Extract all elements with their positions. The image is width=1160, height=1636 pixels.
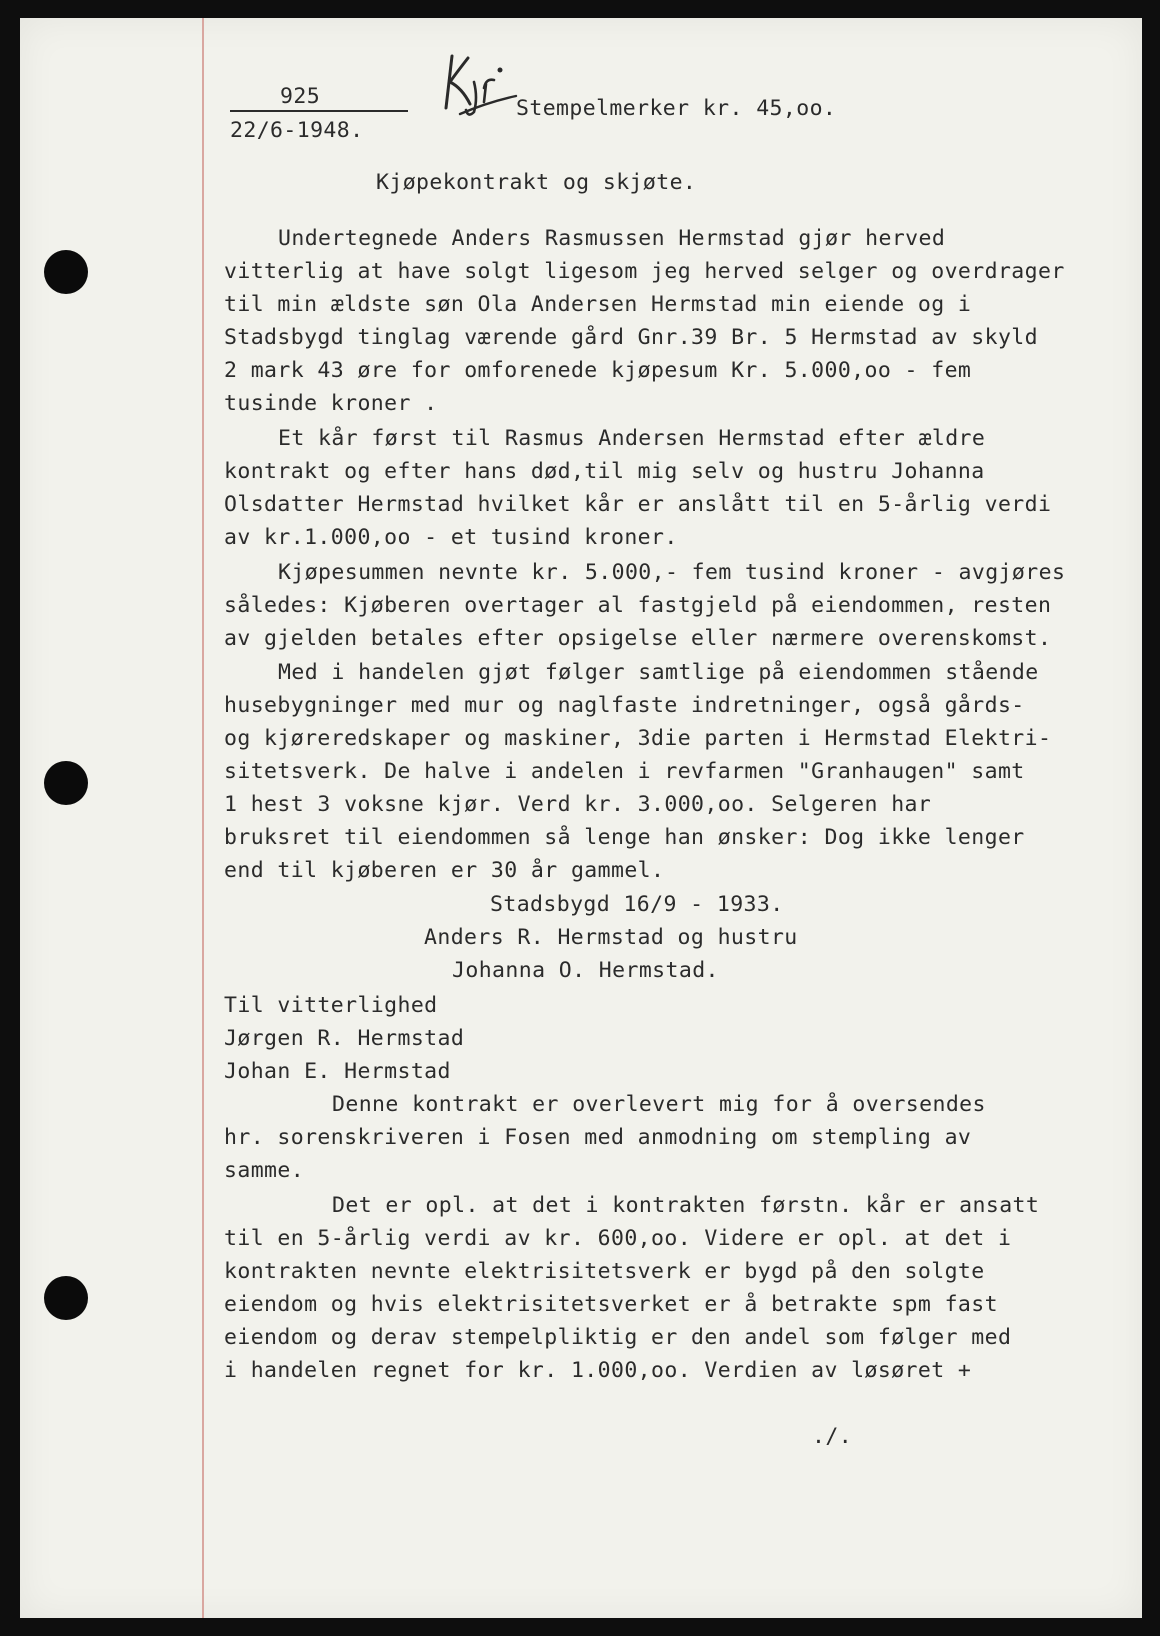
body-line: eiendom og hvis elektrisitetsverket er å betrakte spm fast — [224, 1292, 998, 1317]
body-line: av gjelden betales efter opsigelse eller nærmere overenskomst. — [224, 626, 1052, 651]
handwritten-initials-signature — [440, 48, 520, 118]
body-line: hr. sorenskriveren i Fosen med anmodning om stempling av — [224, 1125, 972, 1150]
body-line: til min ældste søn Ola Andersen Hermstad min eiende og i — [224, 292, 972, 317]
body-line: end til kjøberen er 30 år gammel. — [224, 858, 665, 883]
body-line: 1 hest 3 voksne kjør. Verd kr. 3.000,oo. Selgeren har — [224, 792, 932, 817]
body-line: således: Kjøberen overtager al fastgjeld på eiendommen, resten — [224, 593, 1052, 618]
record-date: 22/6-1948. — [230, 118, 364, 143]
body-line: eiendom og derav stempelpliktig er den andel som følger med — [224, 1325, 1012, 1350]
body-line: Et kår først til Rasmus Andersen Hermstad efter ældre — [278, 426, 986, 451]
continuation-mark: ./. — [812, 1424, 853, 1449]
document-page — [20, 18, 1142, 1618]
body-line: 2 mark 43 øre for omforenede kjøpesum Kr. 5.000,oo - fem — [224, 358, 972, 383]
body-line: Det er opl. at det i kontrakten førstn. kår er ansatt — [332, 1193, 1040, 1218]
body-line: kontrakt og efter hans død,til mig selv og hustru Johanna — [224, 459, 985, 484]
body-line: Denne kontrakt er overlevert mig for å oversendes — [332, 1092, 986, 1117]
body-line: i handelen regnet for kr. 1.000,oo. Verdien av løsøret + — [224, 1358, 972, 1383]
margin-rule — [202, 18, 204, 1618]
body-line: til en 5-årlig verdi av kr. 600,oo. Videre er opl. at det i — [224, 1226, 1012, 1251]
body-line: Undertegnede Anders Rasmussen Hermstad gjør herved — [278, 226, 946, 251]
body-line: sitetsverk. De halve i andelen i revfarmen "Granhaugen" samt — [224, 759, 1025, 784]
body-line: av kr.1.000,oo - et tusind kroner. — [224, 525, 678, 550]
witness-heading: Til vitterlighed — [224, 993, 438, 1018]
record-number: 925 — [280, 84, 321, 109]
body-line: Med i handelen gjøt følger samtlige på eiendommen stående — [278, 660, 1039, 685]
body-line: tusinde kroner . — [224, 391, 438, 416]
stamp-note: Stempelmerker kr. 45,oo. — [516, 96, 837, 121]
body-line: vitterlig at have solgt ligesom jeg herved selger og overdrager — [224, 259, 1065, 284]
witness-name: Jørgen R. Hermstad — [224, 1026, 465, 1051]
body-line: Kjøpesummen nevnte kr. 5.000,- fem tusind kroner - avgjøres — [278, 560, 1066, 585]
body-line: bruksret til eiendommen så lenge han ønsker: Dog ikke lenger — [224, 825, 1025, 850]
record-number-underline — [230, 110, 408, 112]
body-line: samme. — [224, 1158, 305, 1183]
body-line: kontrakten nevnte elektrisitetsverk er bygd på den solgte — [224, 1259, 985, 1284]
document-title: Kjøpekontrakt og skjøte. — [376, 170, 697, 195]
body-line: Stadsbygd tinglag værende gård Gnr.39 Br. 5 Hermstad av skyld — [224, 325, 1038, 350]
body-line: husebygninger med mur og naglfaste indretninger, også gårds- — [224, 693, 1025, 718]
witness-name: Johan E. Hermstad — [224, 1059, 451, 1084]
body-line: og kjøreredskaper og maskiner, 3die parten i Hermstad Elektri- — [224, 726, 1052, 751]
punch-hole — [44, 1276, 88, 1320]
punch-hole — [44, 761, 88, 805]
signatory-line: Anders R. Hermstad og hustru — [424, 925, 798, 950]
place-date-line: Stadsbygd 16/9 - 1933. — [490, 892, 784, 917]
signatory-line: Johanna O. Hermstad. — [452, 958, 719, 983]
body-line: Olsdatter Hermstad hvilket kår er anslått til en 5-årlig verdi — [224, 492, 1052, 517]
punch-hole — [44, 250, 88, 294]
